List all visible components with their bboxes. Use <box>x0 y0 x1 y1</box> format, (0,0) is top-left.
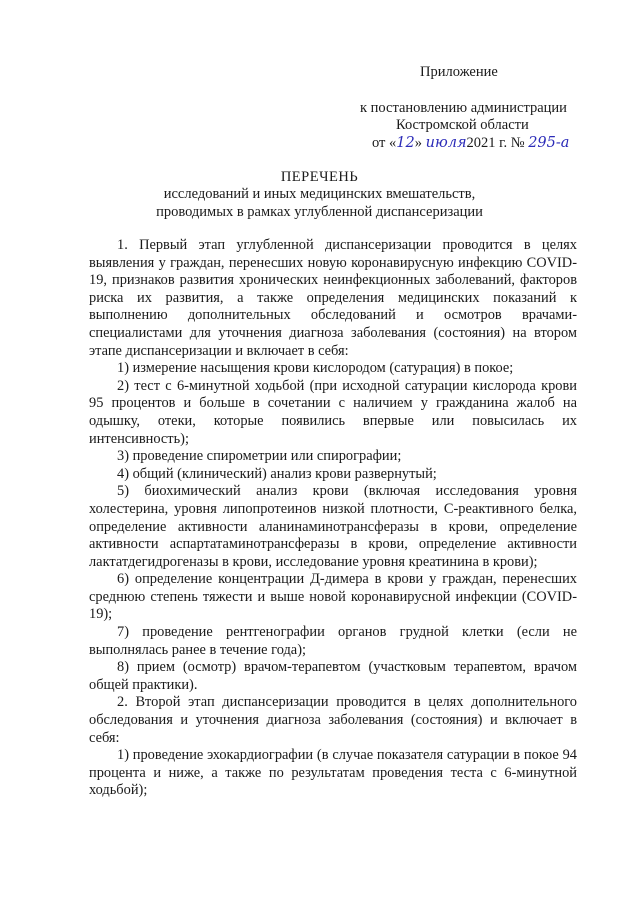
list-item: 6) определение концентрации Д-димера в крови у граждан, перенесших среднюю степень тяжести и выше новой коронавирусной инфекции (COVID-19); <box>89 571 577 623</box>
annex-label: Приложение <box>420 64 498 80</box>
paragraph: 2. Второй этап диспансеризации проводится в целях дополнительного обследования и уточнения диагноза заболевания (состояния) и включает в себя: <box>89 694 577 746</box>
decree-line-1: к постановлению администрации <box>360 100 567 116</box>
decree-date-line <box>372 135 569 152</box>
list-item: 1) измерение насыщения крови кислородом (сатурация) в покое; <box>117 360 514 377</box>
list-item: 3) проведение спирометрии или спирографии; <box>117 448 402 465</box>
date-mid: » <box>414 135 426 151</box>
decree-line-2: Костромской области <box>396 117 529 133</box>
list-item: 7) проведение рентгенографии органов грудной клетки (если не выполнялась ранее в течение года); <box>89 624 577 658</box>
list-item: 5) биохимический анализ крови (включая исследования уровня холестерина, уровня липопротеинов низкой плотности, С-реактивного белка, определение активности аланинаминотрансферазы в крови, определение активности аспартатаминотрансферазы в крови, определение активности лактатдегидрогеназы в крови, исследование уровня креатинина в крови); <box>89 483 577 570</box>
date-year: 2021 г. № <box>466 135 529 151</box>
date-day: 12 <box>396 135 415 151</box>
date-prefix: от « <box>372 135 397 151</box>
list-item: 2) тест с 6-минутной ходьбой (при исходной сатурации кислорода крови 95 процентов и больше в сочетании с наличием у гражданина жалоб на одышку, отеки, которые появились впервые или повысилась их интенсивность); <box>89 377 577 447</box>
list-item: 4) общий (клинический) анализ крови развернутый; <box>117 465 437 482</box>
list-item: 1) проведение эхокардиографии (в случае показателя сатурации в покое 94 процента и ниже, а также по результатам проведения теста с 6-минутной ходьбой); <box>89 747 577 799</box>
document-subtitle-line-2: проводимых в рамках углубленной диспансеризации <box>156 204 483 220</box>
paragraph: 1. Первый этап углубленной диспансеризации проводится в целях выявления у граждан, перенесших новую коронавирусную инфекцию COVID-19, признаков развития хронических неинфекционных заболеваний, факторов риска их развития, а также определения медицинских показаний к выполнению дополнительных обследований и осмотров врачами-специалистами для уточнения диагноза заболевания (состояния) на втором этапе диспансеризации и включает в себя: <box>89 237 577 359</box>
document-title: ПЕРЕЧЕНЬ <box>280 169 359 185</box>
list-item: 8) прием (осмотр) врачом-терапевтом (участковым терапевтом, врачом общей практики). <box>89 659 577 693</box>
date-month: июля <box>425 135 467 151</box>
document-subtitle-line-1: исследований и иных медицинских вмешательств, <box>163 186 476 202</box>
decree-number: 295-а <box>528 135 570 151</box>
document-body <box>89 237 577 800</box>
